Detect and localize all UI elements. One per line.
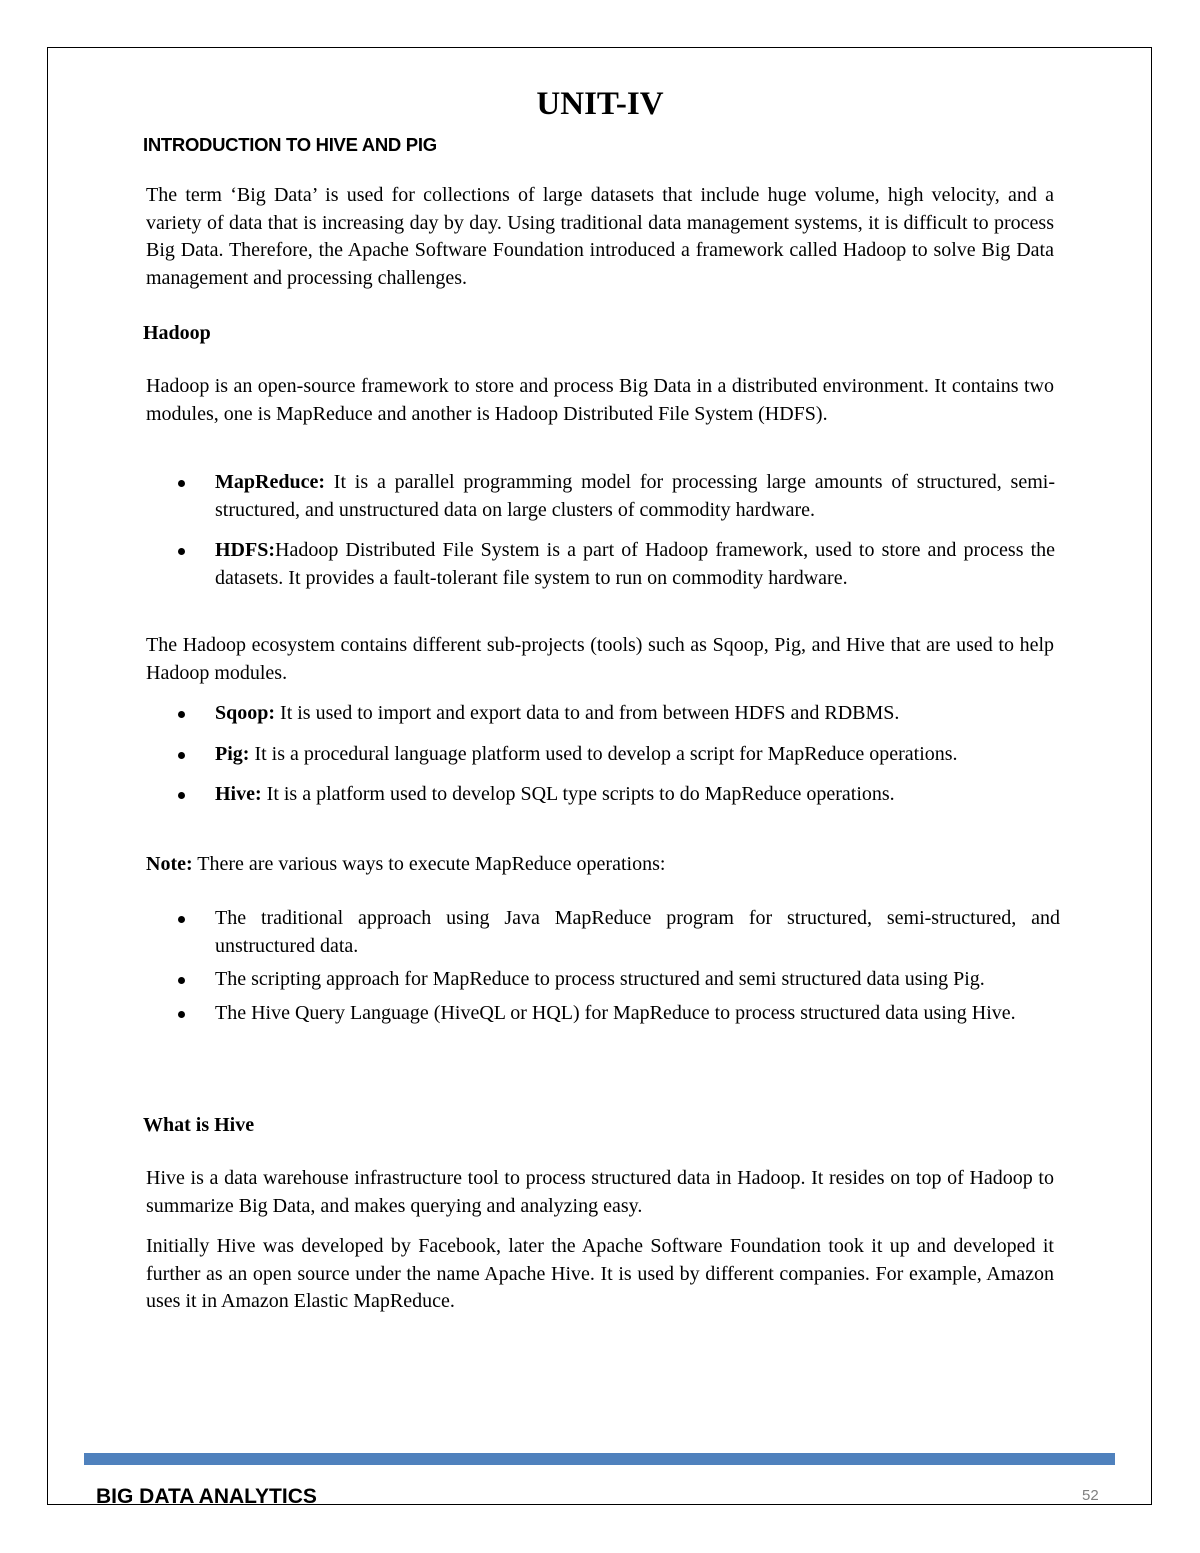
intro-paragraph-text: The term ‘Big Data’ is used for collections of large datasets that include huge volume, high velocity, and a variety of data that is increasing day by day. Using traditional data management systems, it is difficult to process Big Data. Therefore, the Apache Software Foundation introduced a framework called Hadoop to solve Big Data management and processing challenges.: [146, 184, 1054, 289]
list-item: [175, 905, 1060, 960]
module-term: MapReduce:: [215, 471, 325, 493]
hive-paragraph-1-text: Hive is a data warehouse infrastructure tool to process structured data in Hadoop. It resides on top of Hadoop to summarize Big Data, and makes querying and analyzing easy.: [146, 1167, 1054, 1217]
hive-paragraph-2: [146, 1233, 1054, 1316]
list-item: [175, 781, 1055, 809]
list-item: [175, 741, 1055, 769]
note-item-text: The traditional approach using Java MapReduce program for structured, semi-structured, and unstructured data.: [215, 907, 1060, 957]
tool-term: Hive:: [215, 783, 262, 805]
footer-title: BIG DATA ANALYTICS: [96, 1485, 317, 1508]
note-text: [146, 851, 1054, 879]
note-body: There are various ways to execute MapReduce operations:: [192, 853, 666, 875]
hadoop-modules-list: [175, 469, 1055, 592]
module-term: HDFS:: [215, 539, 275, 561]
tool-text: It is a platform used to develop SQL type scripts to do MapReduce operations.: [261, 783, 895, 805]
list-item: [175, 469, 1055, 524]
bullet-icon: [178, 792, 185, 799]
intro-heading: INTRODUCTION TO HIVE AND PIG: [143, 134, 437, 155]
bullet-icon: [178, 916, 185, 923]
unit-title: UNIT-IV: [536, 86, 664, 122]
tool-term: Sqoop:: [215, 702, 276, 724]
note-label: Note:: [146, 853, 193, 875]
bullet-icon: [178, 1011, 185, 1018]
note-item-text: The scripting approach for MapReduce to process structured and semi structured data using Pig.: [215, 968, 985, 990]
list-item: [175, 700, 1055, 728]
footer-bar: [84, 1453, 1115, 1465]
hadoop-paragraph: [146, 373, 1054, 428]
module-text: It is a parallel programming model for processing large amounts of structured, semi-structured, and unstructured data on large clusters of commodity hardware.: [215, 471, 1055, 521]
module-text: Hadoop Distributed File System is a part of Hadoop framework, used to store and process the datasets. It provides a fault-tolerant file system to run on commodity hardware.: [215, 539, 1055, 589]
list-item: [175, 537, 1055, 592]
note-paragraph: [146, 851, 1054, 879]
hive-paragraph-2-text: Initially Hive was developed by Facebook, later the Apache Software Foundation took it up and developed it further as an open source under the name Apache Hive. It is used by different companies. For example, Amazon uses it in Amazon Elastic MapReduce.: [146, 1235, 1054, 1312]
ecosystem-tools-list: [175, 700, 1055, 809]
list-item: [175, 966, 1060, 994]
note-items-list: [175, 905, 1060, 1027]
hadoop-paragraph-text: Hadoop is an open-source framework to store and process Big Data in a distributed environment. It contains two modules, one is MapReduce and another is Hadoop Distributed File System (HDFS).: [146, 375, 1054, 425]
bullet-icon: [178, 752, 185, 759]
tool-text: It is a procedural language platform used to develop a script for MapReduce operations.: [249, 742, 958, 765]
page-number: 52: [1082, 1487, 1099, 1504]
bullet-icon: [178, 548, 185, 555]
tool-term: Pig:: [215, 742, 250, 765]
tool-text: It is used to import and export data to and from between HDFS and RDBMS.: [275, 702, 900, 724]
bullet-icon: [178, 977, 185, 984]
bullet-icon: [178, 711, 185, 718]
bullet-icon: [178, 480, 185, 487]
ecosystem-paragraph: [146, 632, 1054, 687]
hadoop-heading: Hadoop: [143, 322, 211, 344]
list-item: [175, 1000, 1060, 1028]
note-item-text: The Hive Query Language (HiveQL or HQL) for MapReduce to process structured data using Hive.: [215, 1001, 1016, 1024]
hive-paragraph-1: [146, 1165, 1054, 1220]
what-is-hive-heading: What is Hive: [143, 1114, 255, 1136]
intro-paragraph: [146, 182, 1054, 292]
ecosystem-paragraph-text: The Hadoop ecosystem contains different sub-projects (tools) such as Sqoop, Pig, and Hive that are used to help Hadoop modules.: [146, 634, 1054, 684]
